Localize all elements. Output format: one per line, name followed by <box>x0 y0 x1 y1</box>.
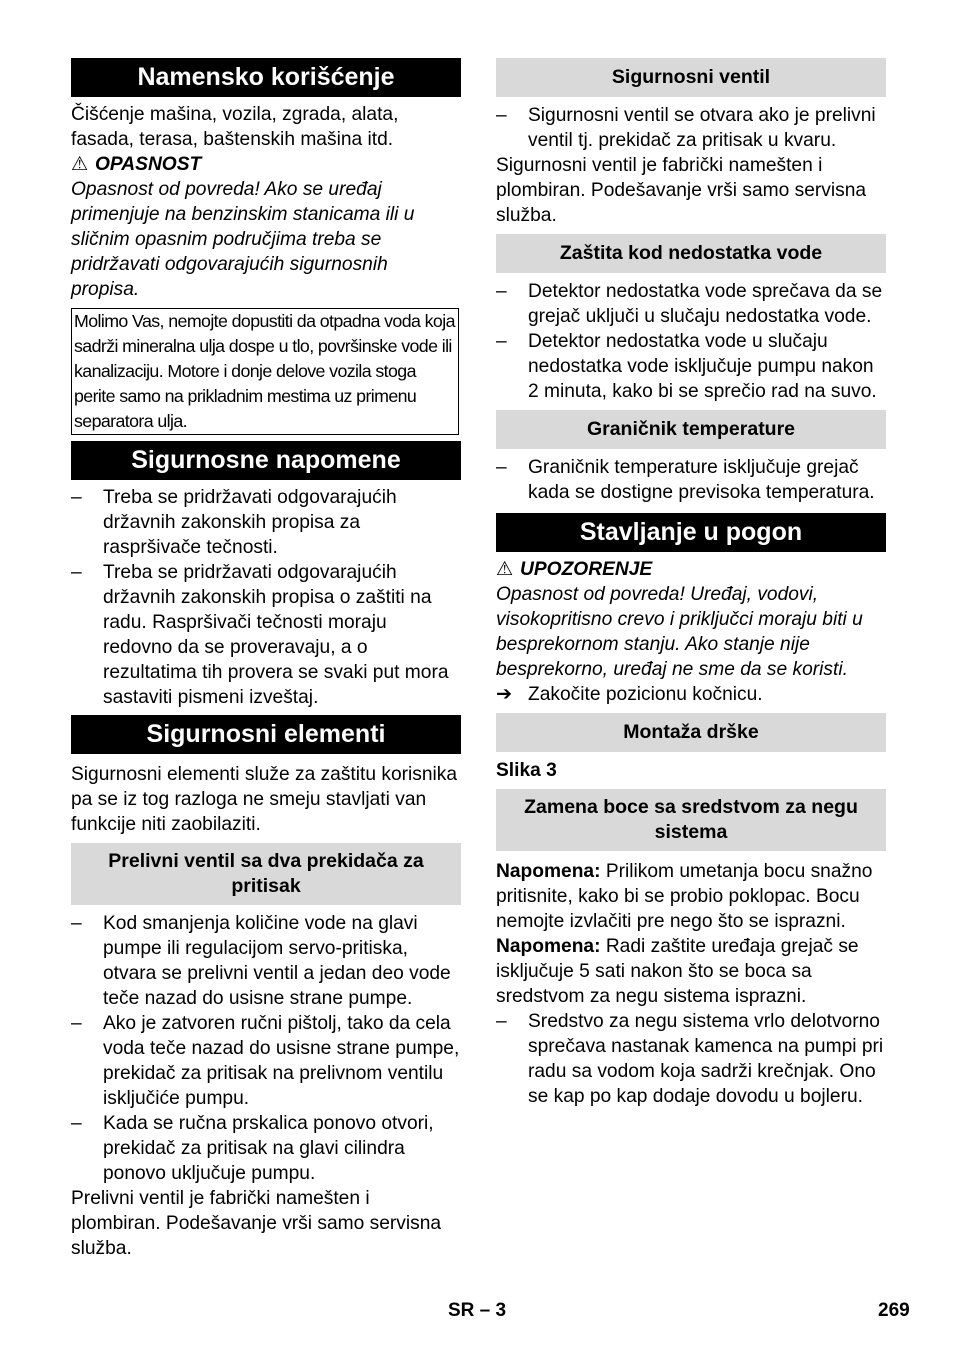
heading-elementi: Sigurnosni elementi <box>71 715 461 754</box>
sig-ventil-text: Sigurnosni ventil je fabrički namešten i plombiran. Podešavanje vrši samo servisna služba. <box>496 155 867 226</box>
list-item: – Sredstvo za negu sistema vrlo delotvorno sprečava nastanak kamenca na pumpi pri radu sa vodom koja sadrži krečnjak. Ono se kap po kap dodaje dovodu u bojleru. <box>496 1011 884 1107</box>
heading-sig-ventil: Sigurnosni ventil <box>496 58 886 97</box>
page-number: 269 <box>878 1300 910 1321</box>
arrow-icon: ➔ <box>496 684 513 705</box>
upozorenje-title <box>496 557 886 582</box>
figure-reference: Slika 3 <box>496 760 557 781</box>
opasnost-text: Opasnost od povreda! Ako se uređaj primenjuje na benzinskim stanicama ili u sličnim opasnim područjima treba se pridržavati odgovarajućih sigurnosnih propisa. <box>71 179 415 300</box>
list-item: – Detektor nedostatka vode u slučaju nedostatka vode isključuje pumpu nakon 2 minuta, kako bi se sprečio rad na suvo. <box>496 331 877 402</box>
napomena-1: Napomena: Prilikom umetanja bocu snažno pritisnite, kako bi se probio poklopac. Bocu nemojte izvlačiti pre nego što se isprazni. <box>496 861 873 932</box>
namensko-text: Čišćenje mašina, vozila, zgrada, alata, fasada, terasa, baštenskih mašina itd. <box>71 104 399 150</box>
list-item: – Detektor nedostatka vode sprečava da se grejač uključi u slučaju nedostatka vode. <box>496 281 883 327</box>
heading-napomene: Sigurnosne napomene <box>71 441 461 480</box>
opasnost-label: OPASNOST <box>95 154 202 175</box>
heading-montaza: Montaža drške <box>496 713 886 752</box>
list-item: – Sigurnosni ventil se otvara ako je prelivni ventil tj. prekidač za pritisak u kvaru. <box>496 105 876 151</box>
oil-notice-box: Molimo Vas, nemojte dopustiti da otpadna voda koja sadrži mineralna ulja dospe u tlo, površinske vode ili kanalizaciju. Motore i donje delove vozila stoga perite samo na prikladnim mestima uz primenu separatora ulja. <box>71 308 459 435</box>
opasnost-title <box>71 152 461 177</box>
warning-icon: ⚠ <box>71 154 89 175</box>
heading-zastita: Zaštita kod nedostatka vode <box>496 234 886 273</box>
heading-pogon: Stavljanje u pogon <box>496 513 886 552</box>
heading-prelivni: Prelivni ventil sa dva prekidača za pritisak <box>71 843 461 905</box>
warning-icon: ⚠ <box>496 559 514 580</box>
heading-namensko: Namensko korišćenje <box>71 58 461 97</box>
upozorenje-label: UPOZORENJE <box>520 559 653 580</box>
napomena-2: Napomena: Radi zaštite uređaja grejač se isključuje 5 sati nakon što se boca sa sredstvom za negu sistema isprazni. <box>496 936 859 1007</box>
list-item: – Kada se ručna prskalica ponovo otvori, prekidač za pritisak na glavi cilindra ponovo uključuje pumpu. <box>71 1113 434 1184</box>
heading-zamena: Zamena boce sa sredstvom za negu sistema <box>496 789 886 851</box>
right-column <box>496 58 886 1109</box>
list-item: – Ako je zatvoren ručni pištolj, tako da cela voda teče nazad do usisne strane pumpe, prekidač za pritisak na prelivnom ventilu isključiće pumpu. <box>71 1013 460 1109</box>
left-column <box>71 58 461 1261</box>
footer-section-label: SR – 3 <box>448 1300 507 1321</box>
heading-granicnik: Graničnik temperature <box>496 410 886 449</box>
instruction-step: ➔ Zakočite pozicionu kočnicu. <box>496 684 763 705</box>
prelivni-text: Prelivni ventil je fabrički namešten i plombiran. Podešavanje vrši samo servisna služba. <box>71 1188 442 1259</box>
list-item: – Graničnik temperature isključuje grejač kada se dostigne previsoka temperatura. <box>496 457 875 503</box>
elementi-text: Sigurnosni elementi služe za zaštitu korisnika pa se iz tog razloga ne smeju stavljati van funkcije niti zaobilaziti. <box>71 764 458 835</box>
list-item: – Treba se pridržavati odgovarajućih državnih zakonskih propisa o zaštiti na radu. Raspršivači tečnosti moraju redovno da se proveravaju, a o rezultatima tih provera se svaki put mora sastaviti pismeni izveštaj. <box>71 562 449 708</box>
upozorenje-text: Opasnost od povreda! Uređaj, vodovi, visokopritisno crevo i priključci moraju biti u besprekornom stanju. Ako stanje nije besprekorno, uređaj ne sme da se koristi. <box>496 584 863 680</box>
list-item: – Kod smanjenja količine vode na glavi pumpe ili regulacijom servo-pritiska, otvara se prelivni ventil a jedan deo vode teče nazad do usisne strane pumpe. <box>71 913 451 1009</box>
list-item: – Treba se pridržavati odgovarajućih državnih zakonskih propisa za raspršivače tečnosti. <box>71 487 397 558</box>
